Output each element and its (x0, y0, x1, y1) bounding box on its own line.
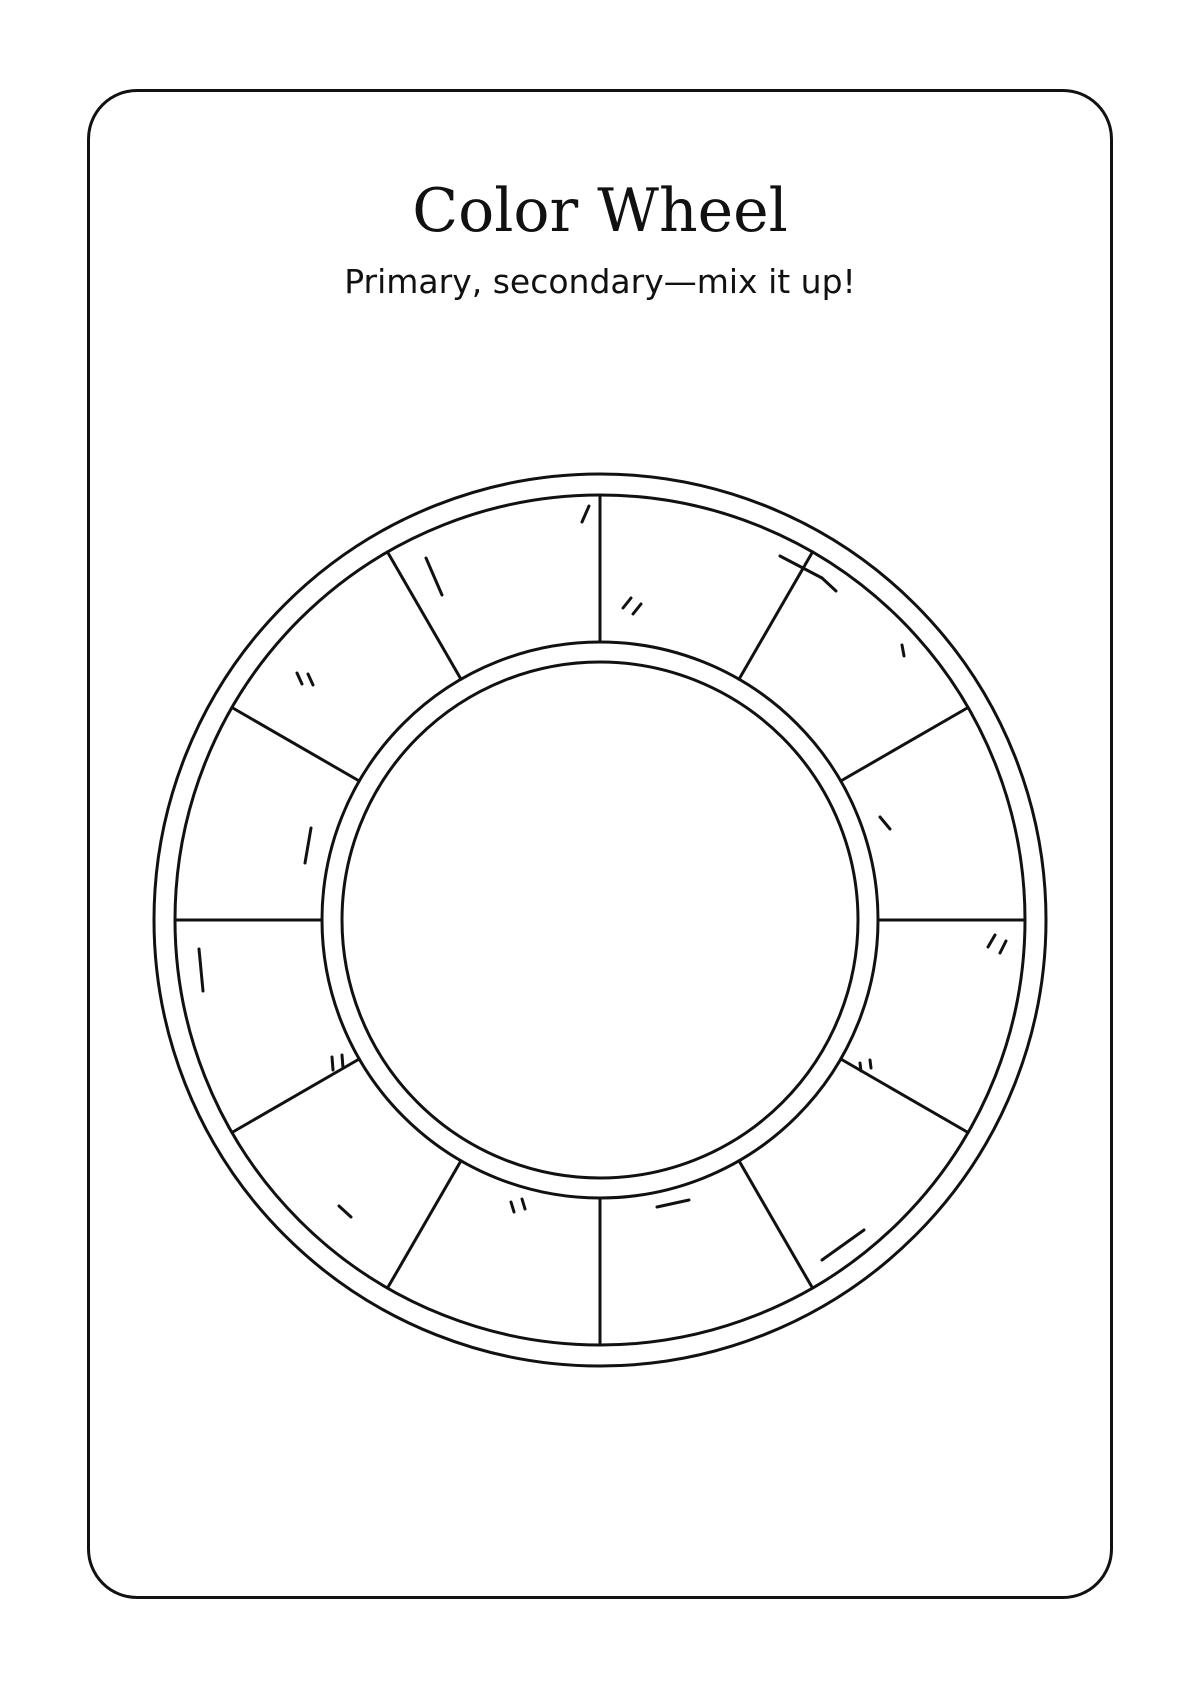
wheel-segment-inner-edge (322, 642, 878, 1198)
wheel-center-circle[interactable] (342, 662, 858, 1178)
wheel-segments (175, 495, 1025, 1345)
sparkle-mark (870, 1060, 871, 1068)
page-title: Color Wheel (412, 176, 788, 246)
sparkle-mark (342, 1055, 343, 1068)
page-subtitle: Primary, secondary—mix it up! (344, 262, 856, 301)
sparkle-mark (860, 1063, 861, 1071)
sparkle-mark (332, 1057, 333, 1070)
sparkle-mark (902, 645, 904, 656)
